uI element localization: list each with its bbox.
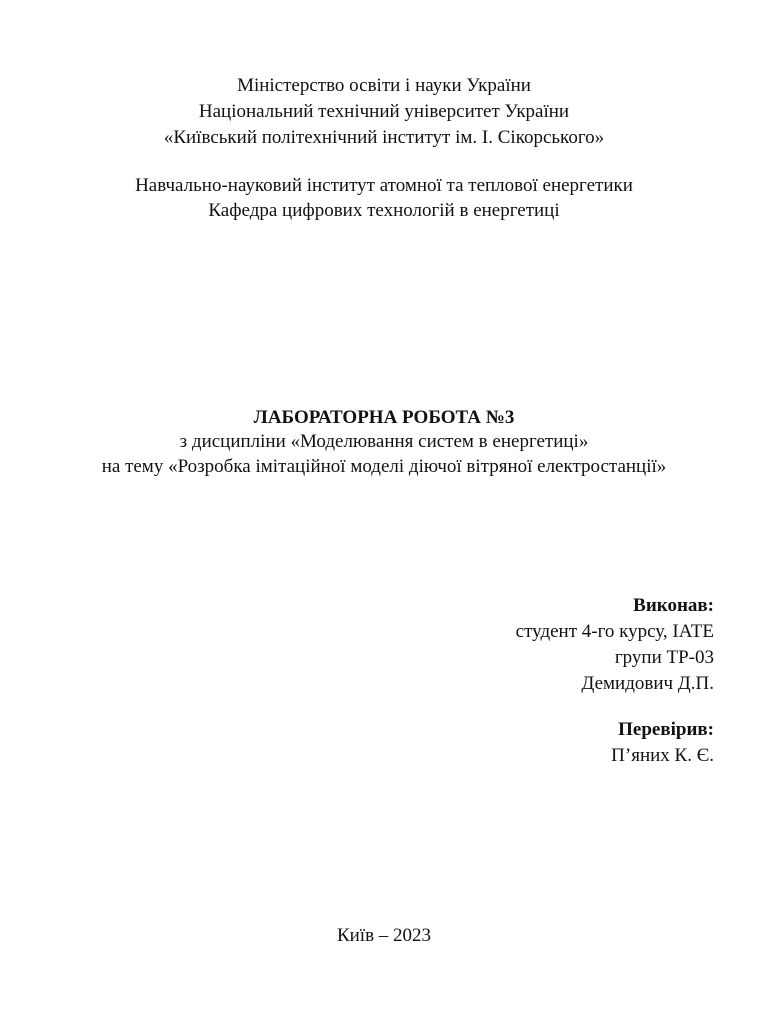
performed-group: групи ТР-03 <box>614 647 714 668</box>
city-year: Київ – 2023 <box>336 925 432 946</box>
institute-line: «Київський політехнічний інститут ім. І. Сікорського» <box>163 127 605 148</box>
university-line: Національний технічний університет України <box>198 101 570 122</box>
performed-label: Виконав: <box>633 595 714 616</box>
performed-student: студент 4-го курсу, ІАТЕ <box>515 621 714 642</box>
discipline-line: з дисципліни «Моделювання систем в енергетиці» <box>179 431 589 452</box>
checked-name: П’яних К. Є. <box>611 745 714 766</box>
ministry-line: Міністерство освіти і науки України <box>237 75 531 96</box>
performed-name: Демидович Д.П. <box>581 673 714 694</box>
department-line: Кафедра цифрових технологій в енергетиці <box>208 200 560 221</box>
checked-label: Перевірив: <box>618 719 714 740</box>
faculty-line: Навчально-науковий інститут атомної та теплової енергетики <box>135 175 633 196</box>
topic-line: на тему «Розробка імітаційної моделі діючої вітряної електростанції» <box>101 456 667 477</box>
performed-block <box>516 593 714 697</box>
checked-block <box>611 717 714 769</box>
work-title: ЛАБОРАТОРНА РОБОТА №3 <box>253 407 515 428</box>
